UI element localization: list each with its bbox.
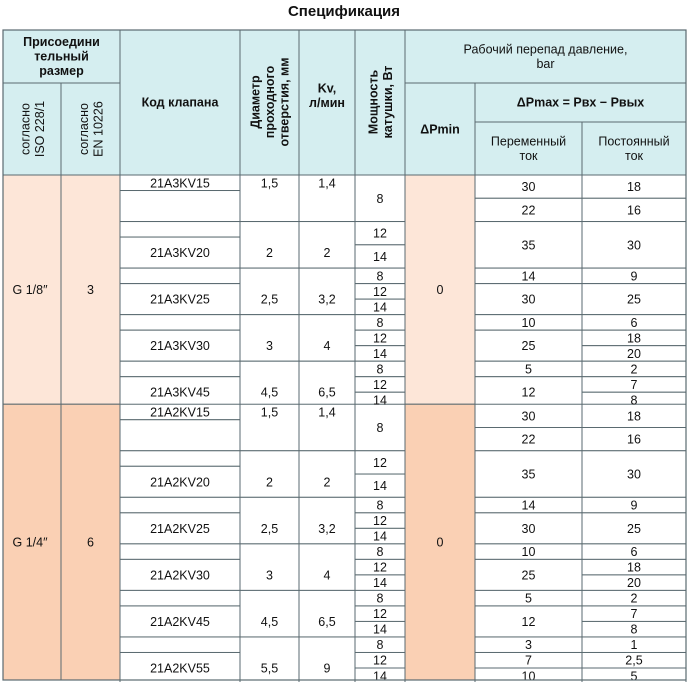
thread-size: [87, 283, 94, 297]
valve-code-line: 21A2KV30: [150, 568, 210, 583]
coil-power: [377, 421, 384, 435]
dc-value-line: 30: [627, 238, 641, 253]
coil-power: [373, 607, 387, 621]
dc-value-line: 1: [630, 638, 638, 653]
coil-power: [373, 654, 387, 668]
valve-code: [150, 405, 210, 419]
dc-value-line: 30: [627, 467, 641, 482]
header-iso-line: согласно: [18, 103, 33, 155]
valve-code-line: 21A2KV15: [150, 405, 210, 420]
diameter-value-line: 5,5: [260, 661, 279, 676]
dc-value: [627, 561, 641, 575]
coil-power-line: 12: [373, 455, 387, 470]
coil-power-line: 8: [376, 362, 384, 377]
specification-table: [0, 26, 688, 682]
dc-value: [631, 393, 638, 407]
ac-value: [522, 522, 536, 536]
coil-power: [377, 499, 384, 513]
ac-value-line: 35: [521, 467, 536, 482]
valve-code-cell: [120, 420, 240, 451]
coil-power: [377, 638, 384, 652]
ac-value: [525, 638, 532, 652]
ac-value: [522, 568, 536, 582]
kv-value: [324, 246, 331, 260]
dc-value-line: 8: [630, 393, 638, 408]
dc-value: [627, 433, 641, 447]
valve-code-top: [120, 497, 240, 513]
dc-value-line: 18: [627, 331, 641, 346]
dc-value-line: 2: [630, 362, 638, 377]
diameter-value-line: 4,5: [260, 614, 279, 629]
diameter-value: [266, 475, 273, 489]
header-en-line: согласно: [76, 103, 91, 155]
kv-cell: [299, 451, 355, 498]
diameter-cell: [240, 451, 299, 498]
coil-power-line: 8: [376, 545, 384, 560]
coil-power: [373, 227, 387, 241]
valve-code-line: 21A3KV45: [150, 385, 210, 400]
header-kv-line: л/мин: [309, 95, 345, 110]
coil-power: [377, 192, 384, 206]
diameter-value: [261, 293, 278, 307]
header-connection-size-line: Присоедини: [23, 35, 100, 49]
diameter-cell: [240, 590, 299, 637]
kv-value: [318, 522, 335, 536]
dc-value-line: 6: [630, 545, 638, 560]
valve-code-line: 21A3KV25: [150, 292, 210, 307]
kv-value-line: 4: [323, 339, 331, 354]
diameter-value-line: 3: [266, 568, 273, 583]
coil-power: [377, 592, 384, 606]
kv-cell: [299, 497, 355, 544]
valve-code-top: [120, 268, 240, 284]
dc-value: [627, 522, 641, 536]
ac-value: [522, 545, 536, 559]
diameter-cell: [240, 361, 299, 408]
kv-value-line: 2: [323, 246, 331, 261]
coil-power-line: 12: [373, 514, 387, 529]
ac-value-line: 10: [521, 669, 536, 682]
ac-value-line: 22: [521, 432, 536, 447]
ac-value: [525, 362, 532, 376]
header-dc-line: ток: [624, 148, 644, 163]
kv-value-line: 2: [323, 475, 331, 490]
ac-value-line: 25: [521, 568, 536, 583]
kv-value-line: 1,4: [318, 405, 336, 420]
valve-code-top: [120, 361, 240, 377]
coil-power-line: 14: [373, 393, 387, 408]
kv-value: [318, 386, 335, 400]
ac-value-line: 12: [521, 614, 536, 629]
coil-power: [377, 362, 384, 376]
valve-code: [150, 615, 210, 629]
coil-power-line: 12: [373, 331, 387, 346]
coil-power-line: 8: [376, 315, 384, 330]
dc-value: [625, 654, 642, 668]
diameter-value-line: 2: [266, 475, 273, 490]
coil-power: [373, 623, 387, 637]
coil-power: [373, 576, 387, 590]
coil-power-line: 14: [373, 669, 387, 682]
coil-power-line: 12: [373, 284, 387, 299]
diameter-value: [266, 246, 273, 260]
kv-value: [324, 475, 331, 489]
coil-power-line: 12: [373, 226, 387, 241]
header-iso: [18, 101, 47, 157]
diameter-value-line: 1,5: [260, 176, 279, 191]
header-en: [77, 101, 106, 157]
diameter-value: [266, 568, 273, 582]
ac-value: [525, 592, 532, 606]
coil-power-line: 14: [373, 576, 387, 591]
dc-value: [631, 607, 638, 621]
valve-code-line: 21A2KV25: [150, 521, 210, 536]
kv-value-line: 6,5: [318, 385, 336, 400]
header-working-pressure-line: Рабочий перепад давление,: [463, 42, 628, 57]
ac-value-line: 7: [525, 653, 532, 668]
valve-code-cell: [120, 191, 240, 222]
valve-code-line: 21A3KV20: [150, 246, 210, 261]
ac-value: [522, 293, 536, 307]
dc-value: [631, 623, 638, 637]
ac-value-line: 35: [521, 238, 536, 253]
coil-power-line: 8: [376, 191, 384, 206]
ac-value: [525, 654, 532, 668]
diameter-cell: [240, 222, 299, 269]
header-en-line: EN 10226: [91, 101, 106, 157]
dc-value: [631, 499, 638, 513]
dc-value-line: 18: [627, 560, 641, 575]
dc-value: [627, 576, 641, 590]
dc-value: [631, 378, 638, 392]
coil-power-line: 14: [373, 622, 387, 637]
ac-value: [522, 339, 536, 353]
diameter-value: [261, 615, 278, 629]
header-ac-line: Переменный: [490, 134, 567, 149]
ac-value: [522, 468, 536, 482]
valve-code: [150, 246, 210, 260]
ac-value: [522, 409, 536, 423]
header-dpmin: [420, 123, 460, 137]
header-diameter-line: проходного: [263, 65, 277, 139]
coil-power-line: 12: [373, 377, 387, 392]
header-connection-size-line: размер: [39, 64, 84, 78]
coil-power-line: 8: [376, 498, 384, 513]
dc-value-line: 9: [630, 498, 638, 513]
diameter-value-line: 2,5: [260, 292, 279, 307]
header-valve-code-line: Код клапана: [141, 95, 219, 110]
header-dpmin-line: ΔPmin: [420, 122, 460, 137]
coil-power: [373, 561, 387, 575]
kv-value: [318, 176, 335, 190]
diameter-value: [266, 339, 273, 353]
diameter-value: [261, 522, 278, 536]
diameter-value-line: 1,5: [260, 405, 279, 420]
kv-value-line: 1,4: [318, 176, 336, 191]
thread-size: [87, 536, 94, 550]
dc-value: [627, 409, 641, 423]
diameter-value-line: 2,5: [260, 521, 279, 536]
dc-value: [627, 293, 641, 307]
coil-power: [373, 331, 387, 345]
coil-power: [373, 393, 387, 407]
dc-value: [627, 238, 641, 252]
ac-value-line: 5: [525, 591, 532, 606]
dc-value: [627, 468, 641, 482]
dpmin-value: [437, 536, 444, 550]
kv-value-line: 3,2: [318, 292, 336, 307]
diameter-value-line: 4,5: [260, 385, 279, 400]
kv-value: [324, 339, 331, 353]
diameter-cell: [240, 544, 299, 591]
dc-value-line: 7: [630, 377, 638, 392]
dpmin-value: [437, 283, 444, 297]
table-body: [3, 175, 686, 682]
dc-value: [627, 180, 641, 194]
dc-value-line: 16: [627, 203, 641, 218]
header-diameter-line: отверстия, мм: [277, 57, 292, 147]
diameter-cell: [240, 268, 299, 315]
coil-power: [373, 378, 387, 392]
diameter-cell: [240, 315, 299, 362]
ac-value: [522, 499, 536, 513]
valve-code: [150, 475, 210, 489]
kv-cell: [299, 544, 355, 591]
valve-code-top: [120, 315, 240, 331]
kv-value-line: 4: [323, 568, 331, 583]
coil-power: [373, 300, 387, 314]
ac-value-line: 10: [521, 315, 536, 330]
valve-code-line: 21A2KV45: [150, 614, 210, 629]
thread-size-line: 3: [87, 283, 94, 298]
ac-value: [522, 238, 536, 252]
kv-cell: [299, 361, 355, 408]
valve-code: [150, 293, 210, 307]
header-connection-size-line: тельный: [34, 49, 89, 64]
kv-value: [324, 568, 331, 582]
dc-value: [631, 638, 638, 652]
diameter-value: [261, 662, 278, 676]
dc-value-line: 18: [627, 409, 641, 424]
dc-value-line: 25: [627, 292, 641, 307]
header-working-pressure-line: bar: [536, 56, 555, 71]
connection-size-line: G 1/4″: [12, 535, 48, 550]
coil-power-line: 12: [373, 653, 387, 668]
coil-power: [373, 479, 387, 493]
dc-value-line: 6: [630, 315, 638, 330]
header-coil-power-line: Мощность: [366, 69, 381, 135]
header-dpmax-line: ΔPmax = Pвх − Pвых: [516, 95, 645, 110]
dc-value-line: 2,5: [625, 653, 643, 668]
kv-value-line: 9: [323, 661, 331, 676]
header-coil-power: [366, 66, 395, 139]
dc-value-line: 20: [627, 346, 641, 361]
ac-value-line: 12: [521, 385, 536, 400]
dc-value: [631, 269, 638, 283]
dc-value-line: 25: [627, 521, 641, 536]
coil-power: [373, 530, 387, 544]
kv-cell: [299, 222, 355, 269]
header-dc-line: Постоянный: [598, 134, 670, 149]
coil-power: [373, 250, 387, 264]
valve-code-line: 21A3KV15: [150, 176, 210, 191]
ac-value: [522, 316, 536, 330]
ac-value: [522, 433, 536, 447]
ac-value-line: 30: [521, 292, 536, 307]
kv-value-line: 3,2: [318, 521, 336, 536]
kv-value-line: 6,5: [318, 614, 336, 629]
coil-power-line: 8: [376, 269, 384, 284]
ac-value-line: 30: [521, 521, 536, 536]
header-iso-line: ISO 228/1: [32, 100, 47, 158]
dc-value: [631, 316, 638, 330]
ac-value-line: 30: [521, 180, 536, 195]
dc-value: [627, 347, 641, 361]
coil-power: [377, 316, 384, 330]
ac-value: [522, 203, 536, 217]
dc-value: [631, 545, 638, 559]
dpmin-value-line: 0: [436, 283, 444, 298]
dc-value-line: 20: [627, 576, 641, 591]
dc-value: [627, 203, 641, 217]
kv-value: [318, 405, 335, 419]
dc-value-line: 5: [630, 669, 638, 682]
ac-value: [522, 615, 536, 629]
coil-power-line: 14: [373, 249, 387, 264]
coil-power-line: 14: [373, 529, 387, 544]
ac-value: [522, 386, 536, 400]
ac-value: [522, 269, 536, 283]
ac-value-line: 14: [521, 498, 536, 513]
header-ac-line: ток: [519, 148, 538, 163]
ac-value: [522, 180, 536, 194]
valve-code-top: [120, 590, 240, 606]
valve-code: [150, 386, 210, 400]
coil-power: [373, 285, 387, 299]
connection-size: [13, 283, 49, 297]
connection-size-line: G 1/8″: [12, 283, 48, 298]
valve-code-line: 21A2KV55: [150, 661, 210, 676]
header-dpmax: [517, 96, 645, 110]
ac-value-line: 10: [521, 545, 536, 560]
thread-size-line: 6: [87, 535, 94, 550]
coil-power-line: 14: [373, 346, 387, 361]
valve-code: [150, 522, 210, 536]
ac-value-line: 3: [525, 638, 532, 653]
valve-code: [150, 662, 210, 676]
dc-value: [631, 592, 638, 606]
valve-code-top: [120, 637, 240, 653]
coil-power: [373, 514, 387, 528]
diameter-value: [261, 405, 278, 419]
ac-value-line: 22: [521, 203, 536, 218]
dc-value-line: 7: [630, 607, 638, 622]
ac-value-line: 5: [525, 362, 532, 377]
coil-power-line: 8: [376, 591, 384, 606]
coil-power-line: 12: [373, 607, 387, 622]
coil-power-line: 8: [376, 421, 384, 435]
diameter-value: [261, 176, 278, 190]
valve-code-line: 21A3KV30: [150, 339, 210, 354]
valve-code-top: [120, 222, 240, 238]
coil-power-line: 14: [373, 479, 387, 494]
coil-power-line: 12: [373, 560, 387, 575]
dpmin-value-line: 0: [436, 535, 444, 550]
diameter-value-line: 3: [266, 339, 273, 354]
kv-value: [318, 293, 335, 307]
coil-power: [373, 456, 387, 470]
kv-cell: [299, 315, 355, 362]
kv-cell: [299, 268, 355, 315]
kv-value: [318, 615, 335, 629]
header-valve-code: [142, 96, 220, 110]
valve-code: [150, 568, 210, 582]
valve-code-top: [120, 451, 240, 467]
ac-value-line: 30: [521, 409, 536, 424]
coil-power: [377, 269, 384, 283]
connection-size: [13, 536, 49, 550]
kv-value: [324, 662, 331, 676]
dc-value-line: 8: [630, 622, 638, 637]
kv-cell: [299, 590, 355, 637]
valve-code: [150, 339, 210, 353]
coil-power-line: 8: [376, 638, 384, 653]
coil-power: [377, 545, 384, 559]
dc-value-line: 16: [627, 432, 641, 447]
coil-power-line: 14: [373, 300, 387, 315]
ac-value-line: 14: [521, 269, 536, 284]
coil-power: [373, 347, 387, 361]
diameter-value-line: 2: [266, 246, 273, 261]
ac-value-line: 25: [521, 339, 536, 354]
valve-code-top: [120, 544, 240, 560]
dc-value-line: 18: [627, 180, 641, 195]
header-diameter-line: Диаметр: [248, 75, 263, 129]
header-coil-power-line: катушки, Вт: [380, 65, 395, 139]
valve-code: [150, 176, 210, 190]
dc-value-line: 2: [630, 591, 638, 606]
diameter-cell: [240, 497, 299, 544]
dc-value: [627, 331, 641, 345]
diameter-value: [261, 386, 278, 400]
dc-value: [631, 362, 638, 376]
header-kv-line: Kv,: [317, 81, 337, 96]
valve-code-line: 21A2KV20: [150, 475, 210, 490]
dc-value-line: 9: [630, 269, 638, 284]
page-title: Спецификация: [287, 3, 401, 20]
